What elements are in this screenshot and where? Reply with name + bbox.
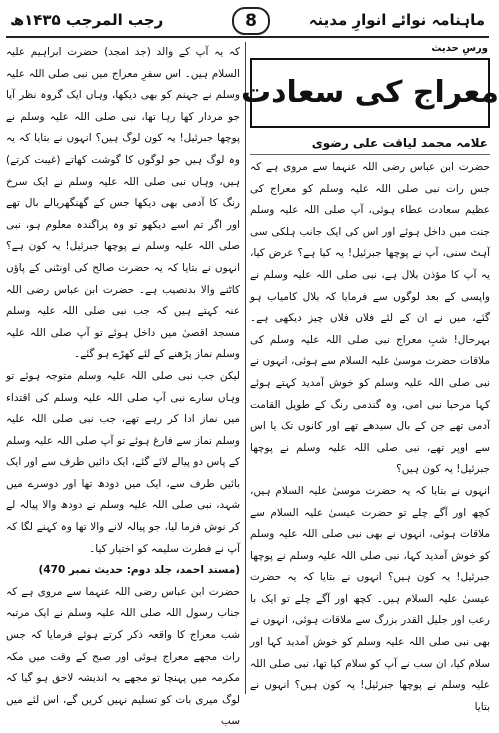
body-paragraph: حضرت ابن عباس رضی اللہ عنہما سے مروی ہے کہ جناب رسول اللہ صلی اللہ علیہ وسلم نے ایک مرتبہ شب معراج کا واقعہ ذکر کرتے ہوئے فرمایا کہ جس رات مجھے معراج ہوئی اور صبح کے وقت میں مکہ مکرمہ میں پہنچا تو مجھے یہ اندیشہ لاحق ہو گیا کہ لوگ میری بات کو تسلیم نہیں کریں گے، اس لئے میں سب	[6, 585, 240, 728]
article-title-box	[240, 58, 499, 128]
right-column	[240, 42, 499, 713]
article-author: علامہ محمد لیاقت علی رضوی	[250, 132, 490, 155]
body-paragraph: کہ یہ آپ کے والد (جد امجد) حضرت ابراہیم علیہ السلام ہیں۔ اس سفرِ معراج میں نبی صلی اللہ علیہ وسلم نے جہنم کو بھی دیکھا، وہاں ایک گروہ نظر آیا جو مردار کھا رہا تھا، نبی صلی اللہ علیہ وسلم نے پوچھا جبرئیل! یہ کون لوگ ہیں؟ انہوں نے بتایا کہ یہ وہ لوگ ہیں جو لوگوں کا گوشت کھاتے (غیبت کرتے) ہیں، وہاں نبی صلی اللہ علیہ وسلم نے ایک سرخ رنگ کا آدمی بھی دیکھا جس کے گھنگھریالے بال تھے اور اگر تم اسے دیکھو تو وہ پراگندہ معلوم ہو، نبی صلی اللہ علیہ وسلم نے پوچھا جبرئیل! یہ کون ہے؟ انہوں نے بتایا کہ یہ حضرت صالح کی اونٹنی کے پاؤں کاٹنے والا بدنصیب ہے۔ حضرت ابن عباس رضی اللہ عنہ کہتے ہیں کہ جب نبی صلی اللہ علیہ وسلم مسجد اقصیٰ میں داخل ہوئے تو آپ صلی اللہ علیہ وسلم نماز پڑھنے کے لئے کھڑے ہو گئے۔	[6, 46, 240, 361]
series-label: ورسِ حدیث	[431, 43, 488, 54]
page-header	[6, 6, 489, 38]
body-paragraph: حضرت ابن عباس رضی اللہ عنہما سے مروی ہے کہ جس رات نبی صلی اللہ علیہ وسلم کو معراج کی عظیم سعادت عطاء ہوئی، آپ صلی اللہ علیہ وسلم جنت میں داخل ہوئے اور اس کی ایک جانب ہلکی سی آہٹ سنی، آپ نے پوچھا جبرئیل! یہ کیا ہے؟ عرض کیا، یہ آپ کا مؤذن بلال ہے، نبی صلی اللہ علیہ وسلم نے واپسی کے بعد لوگوں سے فرمایا کہ بلال کامیاب ہو گئے، میں نے ان کے لئے فلاں فلاں چیز دیکھی ہے۔ بہرحال! شبِ معراج نبی صلی اللہ علیہ وسلم کی ملاقات حضرت موسیٰ علیہ السلام سے ہوئی، انہوں نے نبی صلی اللہ علیہ وسلم کو خوش آمدید کہتے ہوئے کہا مرحبا نبی امی، وہ گندمی رنگ کے طویل القامت آدمی تھے جن کے بال سیدھے تھے اور کانوں تک یا اس سے اوپر تھے، نبی صلی اللہ علیہ وسلم نے پوچھا جبرئیل! یہ کون ہیں؟	[250, 161, 490, 476]
hadith-reference: (مسند احمد، جلد دوم: حدیث نمبر 470)	[38, 564, 240, 577]
body-paragraph: لیکن جب نبی صلی اللہ علیہ وسلم متوجہ ہوئے تو وہاں سارے نبی آپ صلی اللہ علیہ وسلم کی اقتداء میں نماز ادا کر رہے تھے، جب نبی صلی اللہ علیہ وسلم نماز سے فارغ ہوئے تو آپ صلی اللہ علیہ وسلم کے پاس دو پیالے لائے گئے، ایک دائیں طرف سے اور ایک بائیں طرف سے، ایک میں دودھ تھا اور دوسرے میں شہد، نبی صلی اللہ علیہ وسلم نے دودھ والا پیالہ لے کر نوش فرما لیا، جو پیالہ لانے والا تھا وہ کہنے لگا کہ آپ نے فطرت سلیمہ کو اختیار کیا۔	[6, 369, 240, 555]
article-title: معراج کی سعادت	[240, 75, 499, 110]
issue-date: رجب المرجب ۱۴۳۵ھ	[10, 11, 164, 29]
left-column	[6, 42, 240, 728]
magazine-name: ماہنامہ نوائے انوارِ مدینہ	[308, 11, 485, 29]
page-number: 8	[232, 7, 270, 35]
column-divider	[245, 42, 246, 694]
body-paragraph: انہوں نے بتایا کہ یہ حضرت موسیٰ علیہ السلام ہیں، کچھ اور آگے چلے تو حضرت عیسیٰ علیہ السلام سے ملاقات ہوئی، انہوں نے بھی نبی صلی اللہ علیہ وسلم کو خوش آمدید کہا، نبی صلی اللہ علیہ وسلم نے پوچھا جبرئیل! یہ کون ہیں؟ انہوں نے بتایا کہ یہ حضرت عیسیٰ علیہ السلام ہیں۔ کچھ اور آگے چلے تو ایک با رعب اور جلیل القدر بزرگ سے ملاقات ہوئی، انہوں نے بھی نبی صلی اللہ علیہ وسلم کو خوش آمدید کہا اور سلام کیا، ان سب نے آپ کو سلام کیا تھا، نبی صلی اللہ علیہ وسلم نے پوچھا جبرئیل! یہ کون ہیں؟ انہوں نے بتایا	[250, 484, 490, 713]
